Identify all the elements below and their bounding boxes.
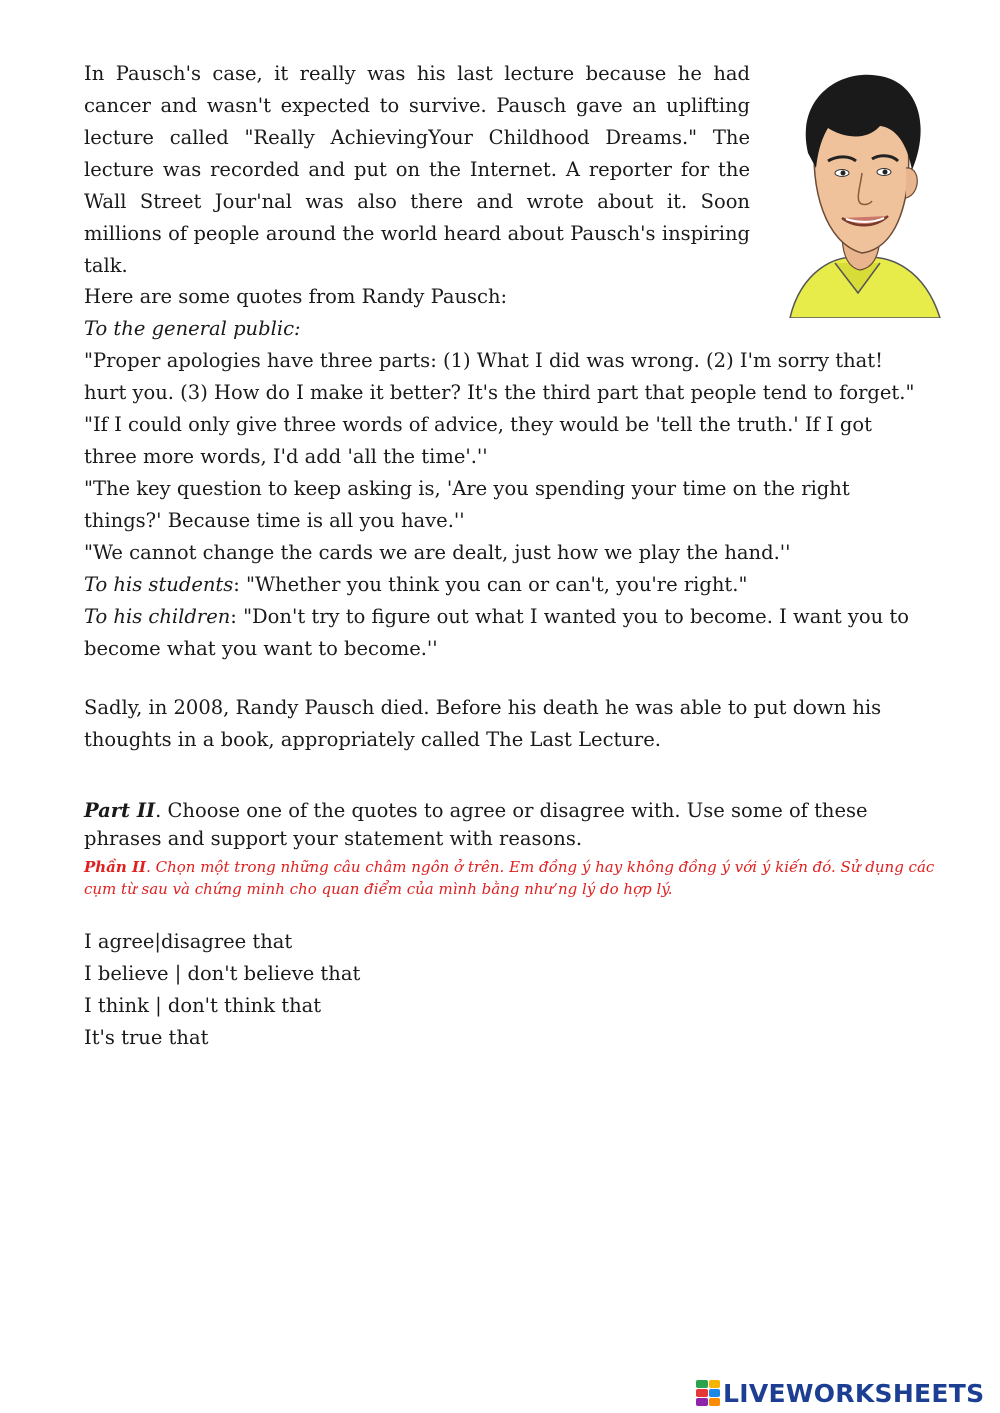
children-quote-continued: become what you want to become.'': [84, 637, 438, 660]
phrase-item: It's true that: [84, 1026, 209, 1049]
phrase-item: I believe | don't believe that: [84, 962, 361, 985]
part2-line: phrases and support your statement with reasons.: [84, 827, 583, 850]
vietnamese-instructions: [84, 856, 954, 900]
closing-paragraph: [84, 692, 934, 756]
logo-text: LIVEWORKSHEETS: [723, 1378, 985, 1408]
phrase-list: [84, 926, 934, 1054]
quotes-heading: Here are some quotes from Randy Pausch:: [84, 285, 508, 308]
children-quote: : "Don't try to figure out what I wanted you to become. I want you to: [230, 605, 909, 628]
quote-line: three more words, I'd add 'all the time'.'': [84, 445, 488, 468]
students-quote-line: [84, 569, 934, 601]
vietnamese-label: Phần II: [84, 858, 147, 876]
liveworksheets-logo: [696, 1376, 984, 1410]
closing-line: Sadly, in 2008, Randy Pausch died. Before his death he was able to put down his: [84, 696, 882, 719]
randy-pausch-portrait: [780, 58, 945, 318]
part2-line: [84, 797, 934, 825]
students-quote: : "Whether you think you can or can't, you're right.": [233, 573, 748, 596]
quote-line: "The key question to keep asking is, 'Are you spending your time on the right: [84, 477, 850, 500]
phrase-item: I think | don't think that: [84, 994, 322, 1017]
quote-line: "If I could only give three words of advice, they would be 'tell the truth.' If I got: [84, 413, 872, 436]
phrase-item: I agree|disagree that: [84, 930, 293, 953]
quote-line: "We cannot change the cards we are dealt, just how we play the hand.'': [84, 541, 791, 564]
quote-line: "Proper apologies have three parts: (1) What I did was wrong. (2) I'm sorry that!: [84, 349, 883, 372]
quote-line: hurt you. (3) How do I make it better? It's the third part that people tend to forget.": [84, 381, 915, 404]
intro-paragraph: In Pausch's case, it really was his last lecture because he had cancer and wasn't expected to survive. Pausch gave an uplifting lecture called "Really AchievingYour Childhood Dreams." The lecture was recorded and put on the Internet. A reporter for the Wall Street Jour'nal was also there and wrote about it. Soon millions of people around the world heard about Pausch's inspiring talk.: [84, 62, 750, 277]
logo-squares-icon: [696, 1380, 720, 1406]
vietnamese-text: . Chọn một trong những câu châm ngôn ở trên. Em đồng ý hay không đồng ý với ý kiến đó. Sử dụng các cụm từ sau và chứng minh cho quan điểm của mình bằng như’ng lý do hợp lý.: [84, 858, 935, 898]
quote-line: things?' Because time is all you have.'': [84, 509, 465, 532]
part2-instructions: [84, 797, 934, 853]
children-label: To his children: [84, 605, 231, 628]
closing-line: thoughts in a book, appropriately called The Last Lecture.: [84, 728, 661, 751]
general-public-label: To the general public:: [84, 317, 301, 340]
children-quote-line: [84, 601, 934, 633]
students-label: To his students: [84, 573, 234, 596]
quotes-section: [84, 281, 934, 665]
part2-text: . Choose one of the quotes to agree or disagree with. Use some of these: [155, 799, 868, 822]
part2-label: Part II: [84, 799, 156, 822]
